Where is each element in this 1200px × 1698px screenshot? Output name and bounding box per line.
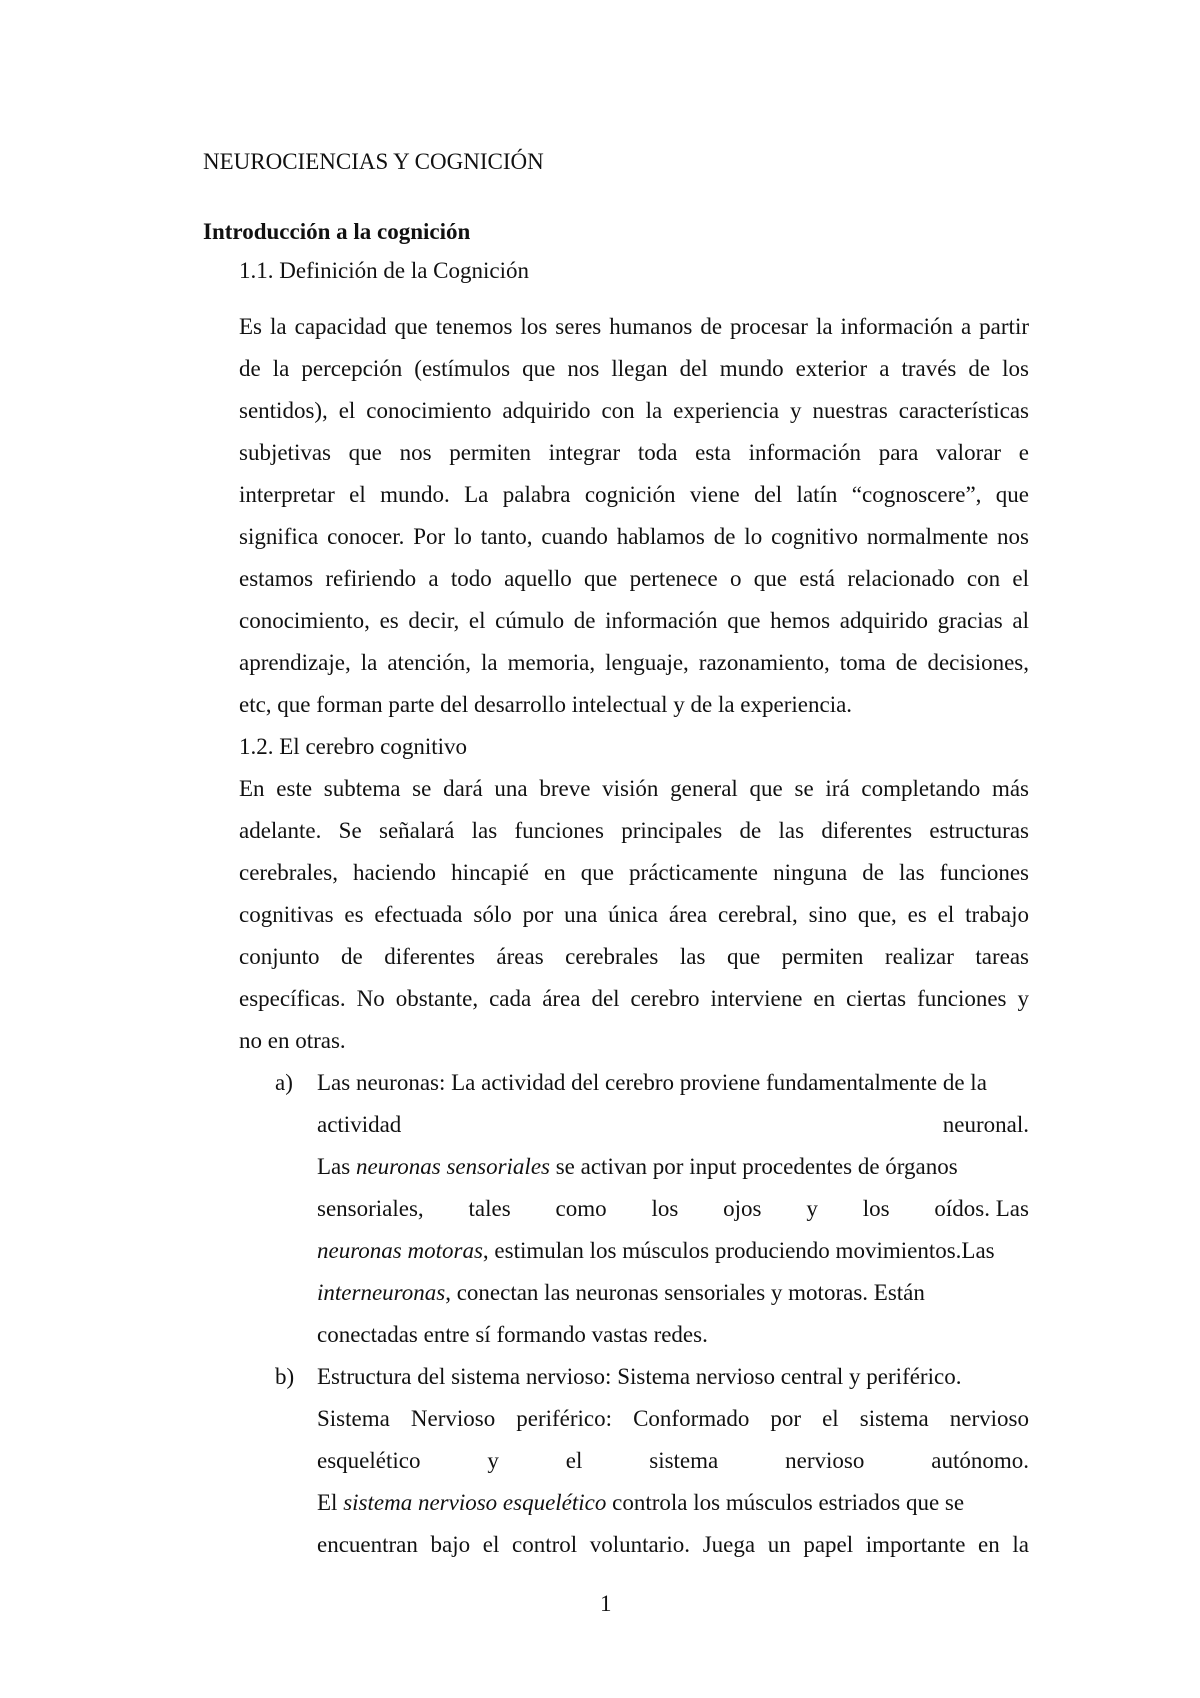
section-title: Introducción a la cognición <box>203 219 471 244</box>
paragraph-line: cerebrales, haciendo hincapié en que prácticamente ninguna de las funciones <box>239 860 1029 885</box>
list-marker: a) <box>275 1070 293 1095</box>
paragraph-line: conjunto de diferentes áreas cerebrales las que permiten realizar tareas <box>239 944 1029 969</box>
list-item-line: encuentran bajo el control voluntario. Juega un papel importante en la <box>317 1532 1029 1557</box>
list-item-line: neuronas motoras, estimulan los músculos produciendo movimientos.Las <box>317 1238 995 1263</box>
list-item-line: sensoriales, tales como los ojos y los oídos. Las <box>317 1196 1029 1221</box>
paragraph-line: significa conocer. Por lo tanto, cuando hablamos de lo cognitivo normalmente nos <box>239 524 1029 549</box>
list-item-line: esquelético y el sistema nervioso autónomo. <box>317 1448 1029 1473</box>
paragraph-line: conocimiento, es decir, el cúmulo de información que hemos adquirido gracias al <box>239 608 1029 633</box>
list-item-line: Sistema Nervioso periférico: Conformado por el sistema nervioso <box>317 1406 1029 1431</box>
term-neuronas-sensoriales: neuronas sensoriales <box>355 1154 550 1179</box>
list-item-line: interneuronas, conectan las neuronas sensoriales y motoras. Están <box>317 1280 925 1305</box>
paragraph-line: estamos refiriendo a todo aquello que pertenece o que está relacionado con el <box>239 566 1029 591</box>
list-item-line: conectadas entre sí formando vastas redes. <box>317 1322 708 1347</box>
subsection-heading-1-2: 1.2. El cerebro cognitivo <box>239 734 468 759</box>
term-neuronas-motoras: neuronas motoras <box>317 1238 483 1263</box>
list-item-line: El sistema nervioso esquelético controla los músculos estriados que se <box>317 1490 965 1515</box>
paragraph-line: específicas. No obstante, cada área del cerebro interviene en ciertas funciones y <box>239 986 1029 1011</box>
paragraph-line: adelante. Se señalará las funciones principales de las diferentes estructuras <box>239 818 1029 843</box>
term-sistema-nervioso-esqueletico: sistema nervioso esquelético <box>343 1490 607 1515</box>
list-item-line: Estructura del sistema nervioso: Sistema nervioso central y periférico. <box>317 1364 962 1389</box>
paragraph-line: Es la capacidad que tenemos los seres humanos de procesar la información a partir <box>239 314 1029 339</box>
list-item-line: actividad neuronal. <box>317 1112 1029 1137</box>
paragraph-line: sentidos), el conocimiento adquirido con la experiencia y nuestras características <box>239 398 1029 423</box>
page-number: 1 <box>600 1591 612 1616</box>
subsection-heading-1-1: 1.1. Definición de la Cognición <box>239 258 529 283</box>
paragraph-line: no en otras. <box>239 1028 346 1053</box>
list-marker: b) <box>275 1364 295 1389</box>
paragraph-line: de la percepción (estímulos que nos llegan del mundo exterior a través de los <box>239 356 1029 381</box>
paragraph-line: subjetivas que nos permiten integrar toda esta información para valorar e <box>239 440 1029 465</box>
document-title: NEUROCIENCIAS Y COGNICIÓN <box>203 149 544 174</box>
paragraph-line: En este subtema se dará una breve visión general que se irá completando más <box>239 776 1029 801</box>
paragraph-line: interpretar el mundo. La palabra cognición viene del latín “cognoscere”, que <box>239 482 1029 507</box>
term-interneuronas: interneuronas <box>317 1280 446 1305</box>
list-item-line: Las neuronas sensoriales se activan por input procedentes de órganos <box>317 1154 958 1179</box>
paragraph-line: cognitivas es efectuada sólo por una única área cerebral, sino que, es el trabajo <box>239 902 1029 927</box>
paragraph-line: etc, que forman parte del desarrollo intelectual y de la experiencia. <box>239 692 853 717</box>
list-item-line: Las neuronas: La actividad del cerebro proviene fundamentalmente de la <box>317 1070 987 1095</box>
paragraph-line: aprendizaje, la atención, la memoria, lenguaje, razonamiento, toma de decisiones, <box>239 650 1029 675</box>
